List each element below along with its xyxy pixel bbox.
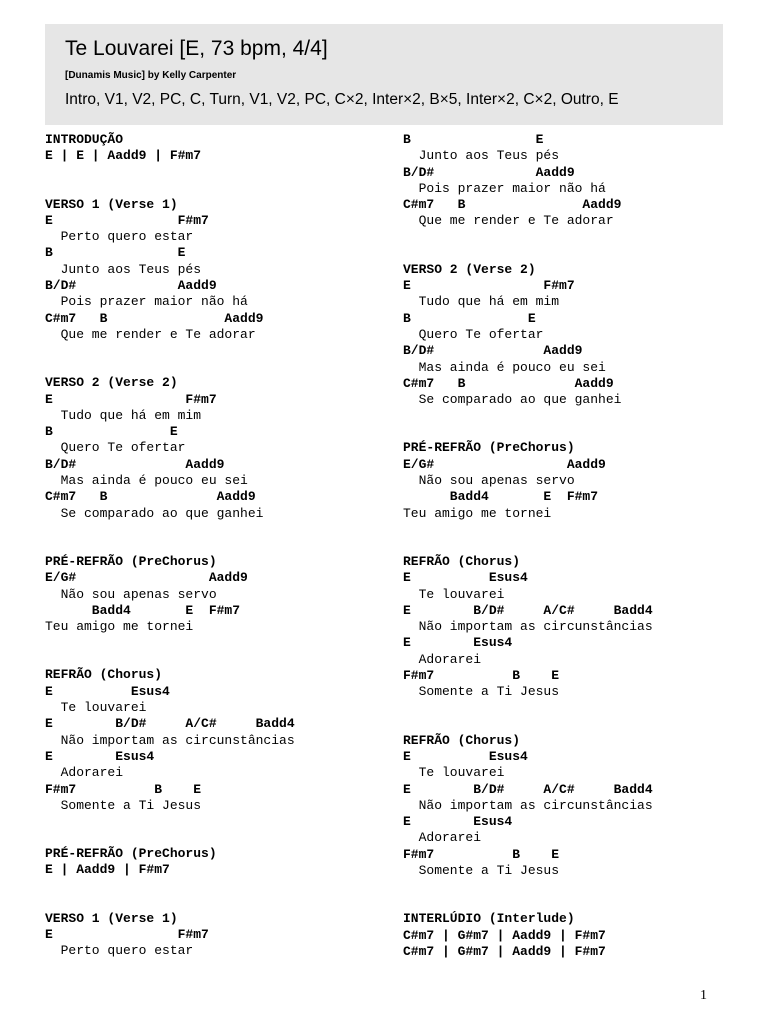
chord-line: B E	[403, 310, 536, 326]
chord-line: E/G# Aadd9	[45, 570, 248, 586]
chord-line: B E	[45, 245, 186, 261]
lyric-line: Que me render e Te adorar	[45, 326, 256, 342]
song-section	[403, 262, 653, 409]
lyric-line: Perto quero estar	[45, 943, 194, 959]
lyric-line: Somente a Ti Jesus	[403, 684, 560, 700]
song-section	[45, 132, 295, 165]
chord-line: F#m7 B E	[403, 668, 560, 684]
song-header	[45, 24, 723, 125]
lyric-line: Não importam as circunstâncias	[403, 619, 653, 635]
chord-line: E Esus4	[403, 570, 528, 586]
song-section	[403, 554, 653, 701]
lyric-line: Somente a Ti Jesus	[45, 797, 202, 813]
section-heading: VERSO 2 (Verse 2)	[403, 261, 536, 277]
lyric-line: Teu amigo me tornei	[403, 505, 552, 521]
lyric-line: Adorarei	[45, 765, 124, 781]
section-heading: PRÉ-REFRÃO (PreChorus)	[45, 553, 217, 569]
chord-line: Badd4 E F#m7	[403, 489, 599, 505]
lyric-line: Quero Te ofertar	[45, 440, 186, 456]
left-column	[45, 132, 295, 960]
lyric-line: Tudo que há em mim	[403, 294, 560, 310]
lyric-line: Mas ainda é pouco eu sei	[403, 359, 606, 375]
section-heading: REFRÃO (Chorus)	[45, 667, 163, 683]
lyric-line: Mas ainda é pouco eu sei	[45, 473, 248, 489]
chord-line: E | E | Aadd9 | F#m7	[45, 148, 202, 164]
song-section	[403, 440, 653, 521]
chord-line: B E	[45, 424, 178, 440]
chord-line: Badd4 E F#m7	[45, 602, 241, 618]
lyric-line: Não sou apenas servo	[45, 586, 217, 602]
chord-line: E Esus4	[403, 814, 513, 830]
song-credit: [Dunamis Music] by Kelly Carpenter	[65, 70, 237, 81]
chord-line: F#m7 B E	[45, 781, 202, 797]
lyric-line: Junto aos Teus pés	[403, 148, 560, 164]
lyric-line: Quero Te ofertar	[403, 326, 544, 342]
lyric-line: Que me render e Te adorar	[403, 213, 614, 229]
section-heading: PRÉ-REFRÃO (PreChorus)	[403, 440, 575, 456]
chord-line: C#m7 B Aadd9	[403, 197, 622, 213]
section-heading: INTERLÚDIO (Interlude)	[403, 911, 575, 927]
song-section	[45, 197, 295, 344]
song-section	[403, 733, 653, 880]
chord-line: C#m7 B Aadd9	[45, 489, 256, 505]
lyric-line: Te louvarei	[403, 765, 505, 781]
chord-line: B/D# Aadd9	[403, 343, 583, 359]
lyric-line: Somente a Ti Jesus	[403, 862, 560, 878]
lyric-line: Não sou apenas servo	[403, 473, 575, 489]
section-heading: PRÉ-REFRÃO (PreChorus)	[45, 846, 217, 862]
lyric-line: Junto aos Teus pés	[45, 261, 202, 277]
chord-line: E Esus4	[45, 683, 170, 699]
chord-line: E Esus4	[403, 748, 528, 764]
song-section	[45, 846, 295, 879]
page-number: 1	[700, 988, 707, 1003]
chord-line: E | Aadd9 | F#m7	[45, 862, 170, 878]
chord-line: E B/D# A/C# Badd4	[45, 716, 295, 732]
right-column	[403, 132, 653, 960]
chord-line: E F#m7	[45, 212, 209, 228]
song-section	[45, 375, 295, 522]
chord-line: E F#m7	[403, 278, 575, 294]
chord-line: C#m7 B Aadd9	[403, 375, 614, 391]
chord-line: F#m7 B E	[403, 846, 560, 862]
lyric-line: Se comparado ao que ganhei	[45, 505, 264, 521]
section-heading: REFRÃO (Chorus)	[403, 553, 521, 569]
lyric-line: Perto quero estar	[45, 229, 194, 245]
lyric-line: Te louvarei	[403, 586, 505, 602]
chord-line: E B/D# A/C# Badd4	[403, 781, 653, 797]
section-heading: REFRÃO (Chorus)	[403, 732, 521, 748]
chord-line: B E	[403, 132, 544, 147]
song-section	[45, 667, 295, 814]
chord-line: E/G# Aadd9	[403, 456, 606, 472]
section-heading: INTRODUÇÃO	[45, 132, 124, 147]
chord-line: C#m7 B Aadd9	[45, 310, 264, 326]
section-heading: VERSO 2 (Verse 2)	[45, 375, 178, 391]
song-section	[403, 132, 653, 230]
lyric-line: Tudo que há em mim	[45, 407, 202, 423]
chord-line: B/D# Aadd9	[403, 164, 575, 180]
song-section	[45, 911, 295, 960]
lyric-line: Teu amigo me tornei	[45, 619, 194, 635]
section-heading: VERSO 1 (Verse 1)	[45, 910, 178, 926]
song-section	[45, 554, 295, 635]
chord-line: C#m7 | G#m7 | Aadd9 | F#m7	[403, 943, 606, 959]
song-title: Te Louvarei [E, 73 bpm, 4/4]	[65, 37, 328, 60]
lyric-line: Não importam as circunstâncias	[45, 732, 295, 748]
chord-line: B/D# Aadd9	[45, 456, 225, 472]
chord-line: B/D# Aadd9	[45, 278, 217, 294]
song-arrangement: Intro, V1, V2, PC, C, Turn, V1, V2, PC, C×2, Inter×2, B×5, Inter×2, C×2, Outro, E	[65, 91, 619, 108]
chord-line: E Esus4	[403, 635, 513, 651]
chord-line: E Esus4	[45, 748, 155, 764]
lyric-line: Adorarei	[403, 830, 482, 846]
song-section	[403, 911, 653, 960]
lyric-line: Pois prazer maior não há	[403, 180, 606, 196]
lyric-line: Adorarei	[403, 651, 482, 667]
chord-line: E B/D# A/C# Badd4	[403, 602, 653, 618]
lyric-line: Te louvarei	[45, 700, 147, 716]
chord-line: E F#m7	[45, 391, 217, 407]
lyric-line: Se comparado ao que ganhei	[403, 392, 622, 408]
chord-line: E F#m7	[45, 926, 209, 942]
lyric-line: Não importam as circunstâncias	[403, 797, 653, 813]
section-heading: VERSO 1 (Verse 1)	[45, 196, 178, 212]
lyric-line: Pois prazer maior não há	[45, 294, 248, 310]
chord-line: C#m7 | G#m7 | Aadd9 | F#m7	[403, 927, 606, 943]
